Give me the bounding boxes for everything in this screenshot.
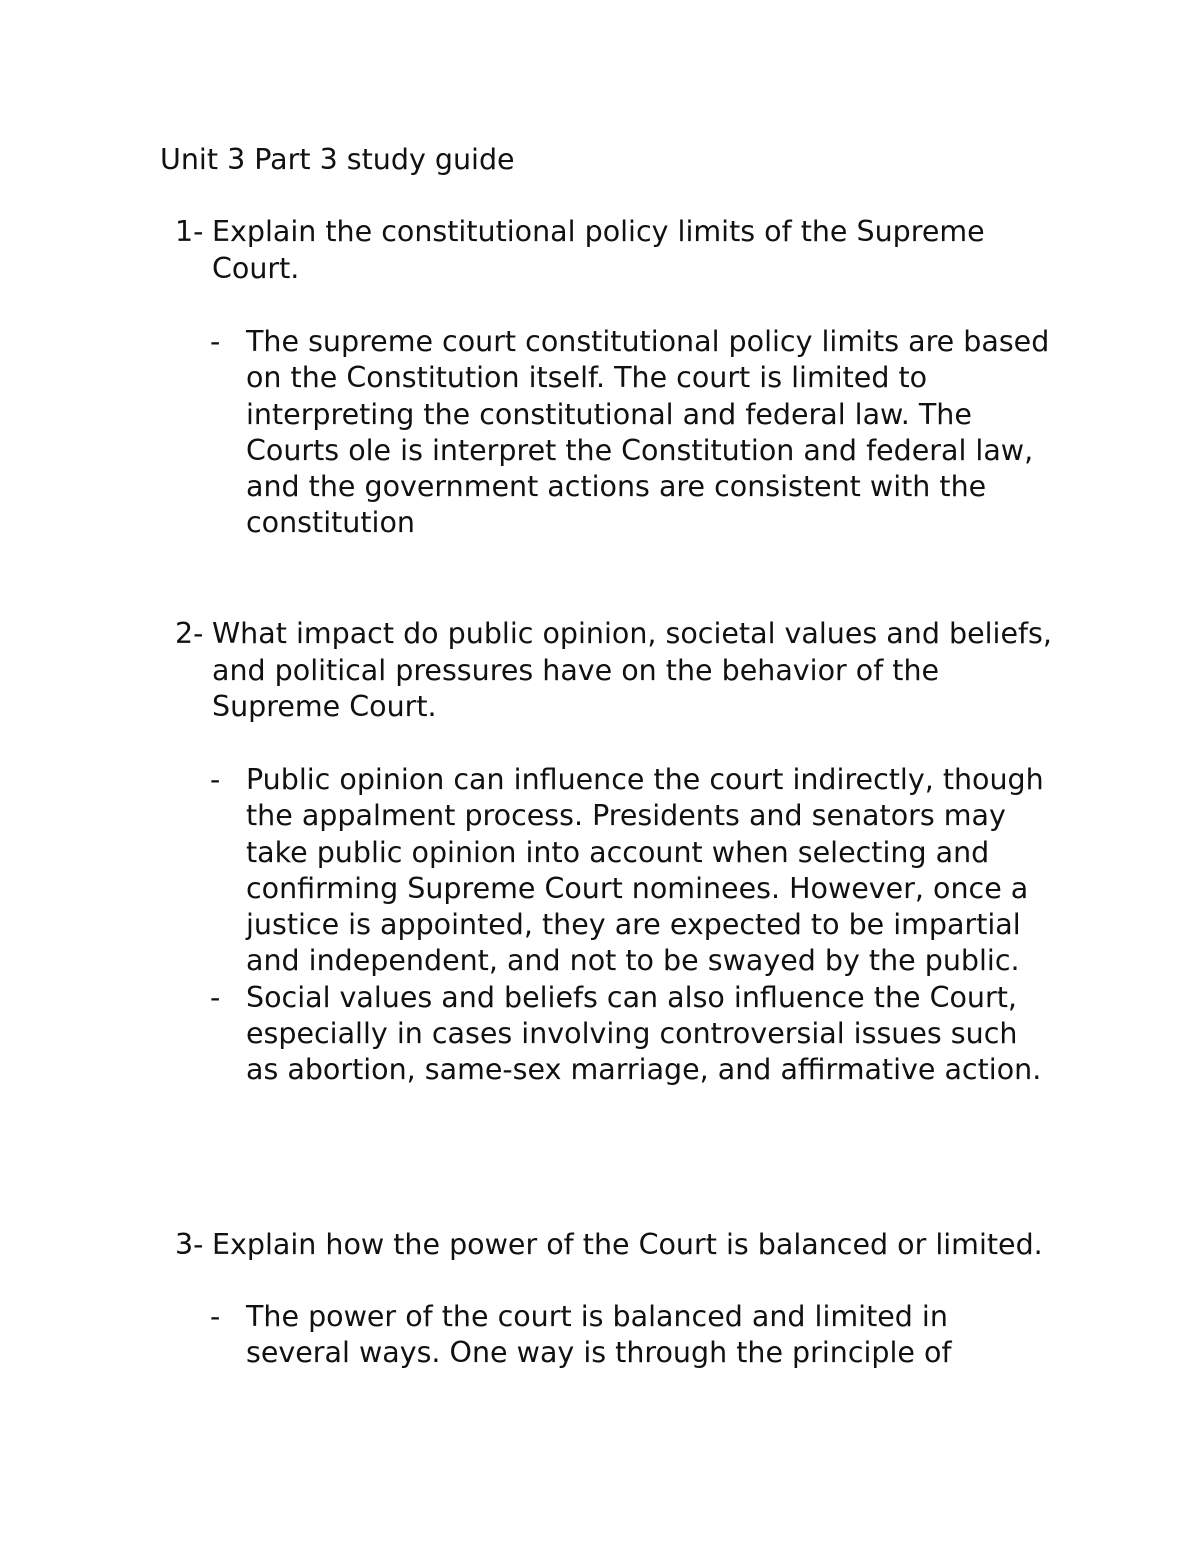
question-number: 2- (175, 617, 204, 650)
answer-item (210, 980, 1050, 1089)
answer-item (210, 324, 1050, 542)
question-text: What impact do public opinion, societal values and beliefs, and political pressures have on the behavior of the Supreme Court. (212, 617, 1052, 723)
answer-item (210, 1299, 1050, 1372)
question-number: 3- (175, 1228, 204, 1261)
question-3 (175, 1227, 1055, 1264)
question-row (175, 1227, 1055, 1264)
page-title: Unit 3 Part 3 study guide (160, 143, 515, 176)
answer-list-1 (210, 324, 1050, 542)
question-row (175, 214, 1055, 287)
question-number: 1- (175, 215, 204, 248)
bullet-dash: - (210, 1300, 221, 1333)
bullet-dash: - (210, 325, 221, 358)
answer-text: Social values and beliefs can also influence the Court, especially in cases involving controversial issues such as abortion, same-sex marriage, and affirmative action. (246, 980, 1042, 1087)
answer-list-3 (210, 1299, 1050, 1372)
question-text: Explain the constitutional policy limits of the Supreme Court. (212, 215, 985, 285)
bullet-dash: - (210, 763, 221, 796)
question-1 (175, 214, 1055, 287)
question-2 (175, 616, 1055, 726)
question-text: Explain how the power of the Court is balanced or limited. (212, 1228, 1043, 1261)
question-row (175, 616, 1055, 726)
answer-text: The supreme court constitutional policy limits are based on the Constitution itself. The court is limited to interpreting the constitutional and federal law. The Courts ole is interpret the Constitution and federal law, and the government actions are consistent with the constitution (246, 325, 1050, 540)
bullet-dash: - (210, 980, 221, 1014)
answer-item (210, 762, 1050, 980)
answer-text: Public opinion can influence the court indirectly, though the appalment process. Presidents and senators may take public opinion into account when selecting and confirming Supreme Court nominees. However, once a justice is appointed, they are expected to be impartial and independent, and not to be swayed by the public. (246, 763, 1044, 978)
answer-list-2 (210, 762, 1050, 1089)
answer-text: The power of the court is balanced and limited in several ways. One way is through the principle of (246, 1300, 952, 1370)
